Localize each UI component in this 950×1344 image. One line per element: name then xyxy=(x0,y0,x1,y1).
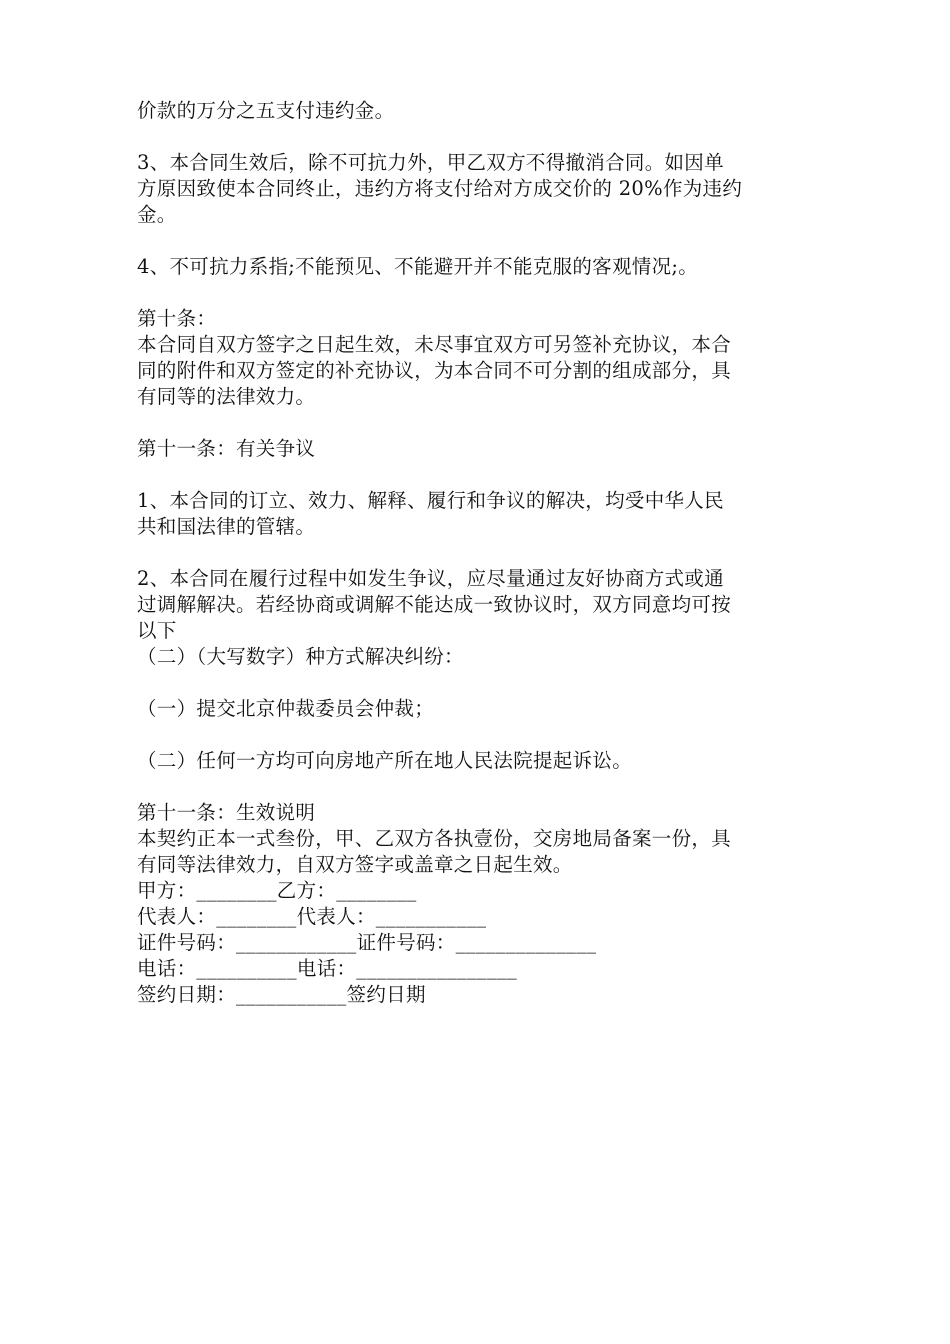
section-heading: 第十一条：有关争议 xyxy=(137,437,316,460)
text-line: 有同等法律效力，自双方签字或盖章之日起生效。 xyxy=(137,853,573,876)
signature-field-phone: 电话：__________电话：________________ xyxy=(137,957,518,980)
text-line: 同的附件和双方签定的补充协议，为本合同不可分割的组成部分，具 xyxy=(137,359,732,382)
text-line: 本契约正本一式叁份，甲、乙双方各执壹份，交房地局备案一份，具 xyxy=(137,827,732,850)
text-line: 1、本合同的订立、效力、解释、履行和争议的解决，均受中华人民 xyxy=(137,489,724,512)
blank-line xyxy=(137,670,817,696)
blank-line xyxy=(137,280,817,306)
text-line: （二）（大写数字）种方式解决纠纷： xyxy=(137,645,464,668)
text-line: 过调解解决。若经协商或调解不能达成一致协议时，双方同意均可按 xyxy=(137,593,732,616)
text-line: 有同等的法律效力。 xyxy=(137,385,316,408)
section-heading: 第十一条：生效说明 xyxy=(137,801,316,824)
text-line: 方原因致使本合同终止，违约方将支付给对方成交价的 20%作为违约 xyxy=(137,177,743,200)
text-line: 共和国法律的管辖。 xyxy=(137,515,316,538)
blank-line xyxy=(137,124,817,150)
blank-line xyxy=(137,540,817,566)
text-line: 3、本合同生效后，除不可抗力外，甲乙双方不得撤消合同。如因单 xyxy=(137,151,724,174)
signature-field-party: 甲方：________乙方：________ xyxy=(137,879,417,902)
text-line: 4、不可抗力系指;不能预见、不能避开并不能克服的客观情况;。 xyxy=(137,255,699,278)
text-line: 本合同自双方签字之日起生效，未尽事宜双方可另签补充协议，本合 xyxy=(137,333,732,356)
text-line: 金。 xyxy=(137,203,177,226)
text-line: （一）提交北京仲裁委员会仲裁； xyxy=(137,697,435,720)
blank-line xyxy=(137,774,817,800)
text-line: 价款的万分之五支付违约金。 xyxy=(137,99,395,122)
signature-field-id-number: 证件号码：____________证件号码：______________ xyxy=(137,931,597,954)
blank-line xyxy=(137,410,817,436)
signature-field-representative: 代表人：________代表人：___________ xyxy=(137,905,487,928)
blank-line xyxy=(137,228,817,254)
blank-line xyxy=(137,722,817,748)
section-heading: 第十条： xyxy=(137,307,217,330)
text-line: 以下 xyxy=(137,619,177,642)
text-line: 2、本合同在履行过程中如发生争议，应尽量通过友好协商方式或通 xyxy=(137,567,724,590)
document-page xyxy=(137,98,817,1008)
blank-line xyxy=(137,462,817,488)
text-line: （二）任何一方均可向房地产所在地人民法院提起诉讼。 xyxy=(137,749,633,772)
signature-field-date: 签约日期：___________签约日期 xyxy=(137,983,426,1006)
